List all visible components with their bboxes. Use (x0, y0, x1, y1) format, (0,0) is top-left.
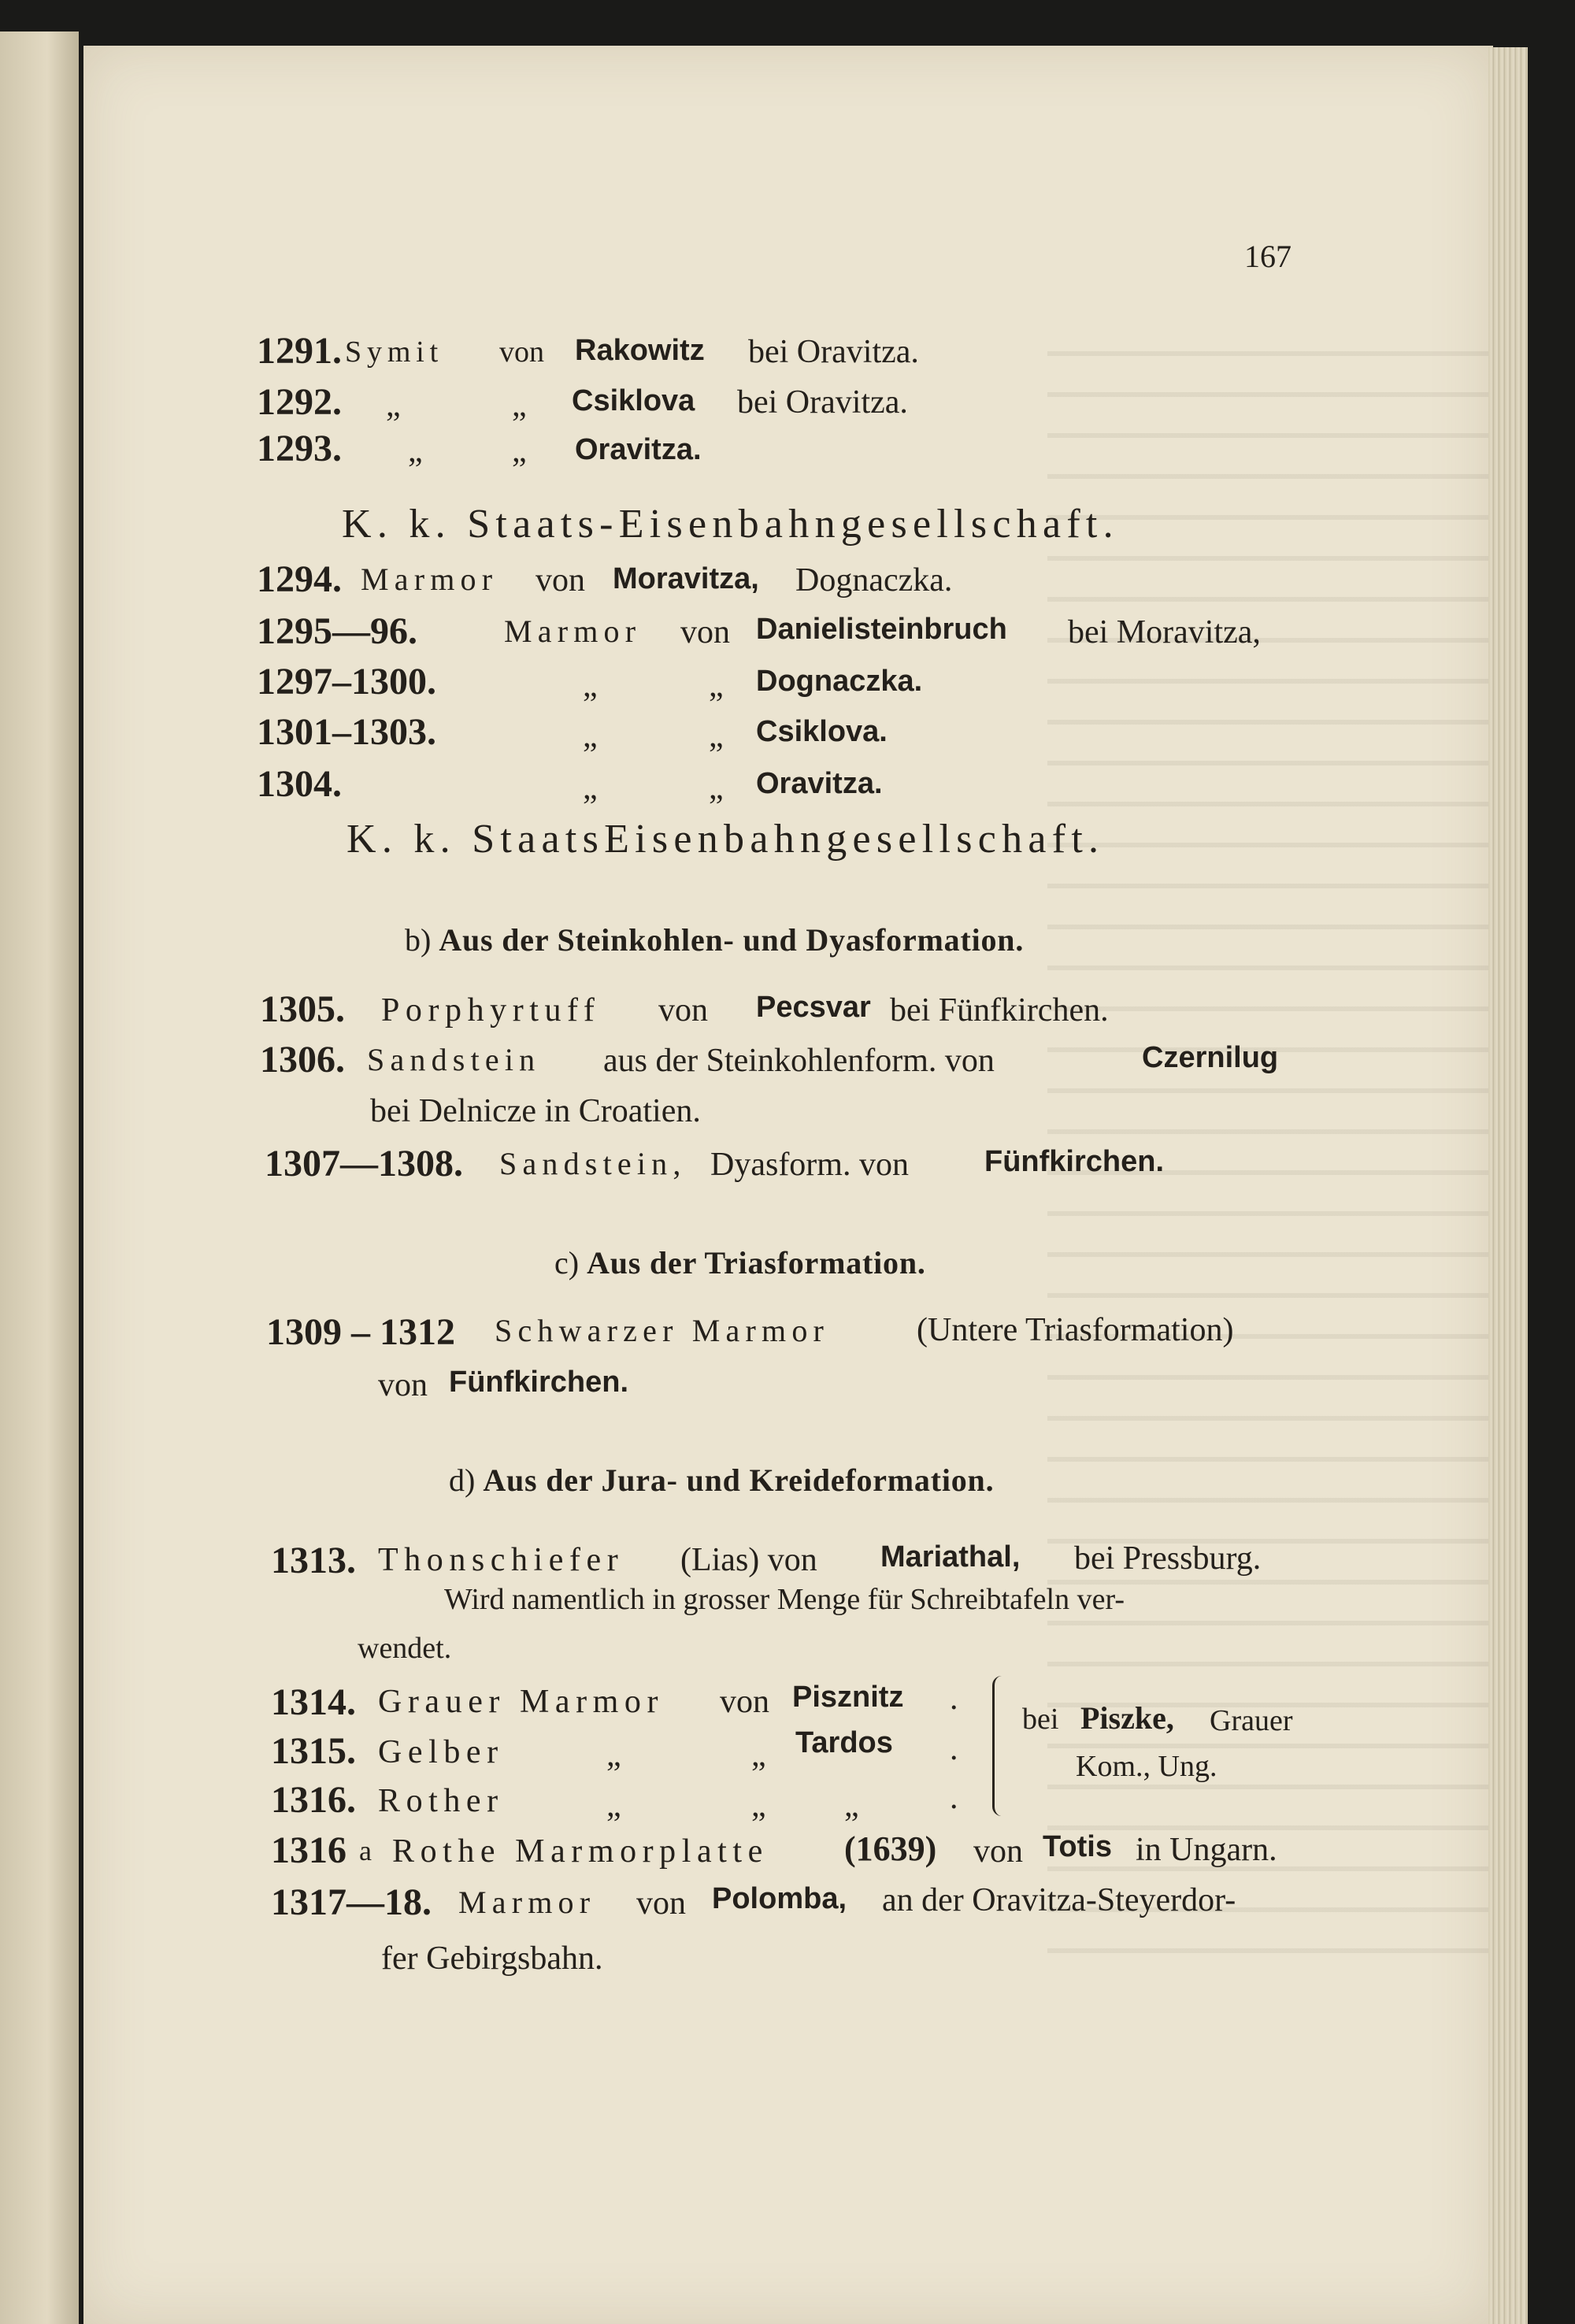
entry-number: 1293. (257, 428, 342, 469)
entry-text: von (536, 562, 585, 599)
location: Pecsvar (756, 991, 871, 1024)
page-number: 167 (1244, 239, 1292, 274)
entry-dot: . (950, 1681, 958, 1717)
entry-dot: . (950, 1731, 958, 1767)
location: Fünfkirchen. (449, 1366, 629, 1399)
page-stack-edge (1488, 47, 1528, 2324)
location: Czernilug (1142, 1041, 1279, 1074)
entry-number: 1294. (257, 558, 342, 600)
entry-name: Grauer Marmor (378, 1684, 664, 1720)
ditto-mark: „ (844, 1788, 859, 1824)
ditto-mark: „ (709, 718, 724, 754)
entry-number: 1305. (260, 988, 345, 1030)
brace-note-suffix: Grauer (1210, 1704, 1293, 1737)
ditto-mark: „ (386, 387, 401, 424)
brace-note-prefix: bei (1022, 1703, 1059, 1736)
entry-number: 1295—96. (257, 610, 417, 652)
location: Mariathal, (880, 1540, 1021, 1573)
entry-name: Marmor (504, 613, 642, 649)
location: Danielisteinbruch (756, 613, 1007, 646)
heading-staats-eisenbahn: K. k. Staats-Eisenbahngesellschaft. (342, 502, 1119, 547)
entry-number: 1314. (271, 1681, 356, 1723)
ditto-mark: „ (583, 668, 598, 704)
ditto-mark: „ (408, 433, 423, 469)
entry-rest: in Ungarn. (1136, 1832, 1277, 1868)
entry-text: von (658, 992, 708, 1029)
location: Csiklova (572, 384, 695, 417)
entry-suffix: a (359, 1835, 372, 1866)
location: Totis (1043, 1830, 1112, 1863)
ditto-mark: „ (512, 387, 527, 424)
section-title: Aus der Steinkohlen- und Dyasformation. (439, 922, 1025, 958)
entry-rest: bei Pressburg. (1074, 1540, 1262, 1577)
entry-name: Gelber (378, 1734, 504, 1770)
entry-continuation: fer Gebirgsbahn. (381, 1940, 603, 1977)
entry-text: von (720, 1684, 769, 1720)
entry-number: 1313. (271, 1540, 356, 1581)
ditto-mark: „ (709, 770, 724, 806)
brace-note-line2: Kom., Ung. (1076, 1750, 1217, 1783)
entry-name: Rothe Marmorplatte (392, 1833, 769, 1870)
entry-name: Rother (378, 1783, 504, 1819)
entry-rest: bei Oravitza. (748, 334, 919, 370)
ditto-mark: „ (512, 433, 527, 469)
location: Oravitza. (756, 767, 883, 800)
entry-name: Thonschiefer (378, 1542, 624, 1578)
entry-number: 1316. (271, 1779, 356, 1821)
entry-rest: (Untere Triasformation) (917, 1312, 1234, 1348)
entry-number: 1315. (271, 1730, 356, 1772)
section-letter: b) (405, 922, 432, 958)
entry-number: 1306. (260, 1039, 345, 1080)
entry-name: Marmor (361, 562, 498, 597)
entry-rest: bei Moravitza, (1068, 614, 1261, 650)
location: Pisznitz (792, 1681, 904, 1714)
grouping-brace (992, 1676, 1012, 1816)
ditto-mark: „ (751, 1737, 766, 1774)
entry-name: Schwarzer Marmor (495, 1313, 830, 1348)
entry-name: Porphyrtuff (381, 992, 601, 1029)
entry-name: Marmor (458, 1885, 596, 1920)
section-letter: d) (449, 1462, 476, 1498)
entry-continuation: bei Delnicze in Croatien. (370, 1093, 701, 1129)
location: Rakowitz (575, 334, 705, 367)
entry-text: von (499, 335, 544, 369)
entry-number: 1309 – 1312 (266, 1311, 455, 1353)
location: Tardos (795, 1726, 893, 1759)
entry-number: 1297–1300. (257, 661, 436, 702)
entry-number: 1307—1308. (265, 1143, 463, 1184)
entry-text: von (636, 1885, 686, 1922)
ditto-mark: „ (709, 668, 724, 704)
entry-dot: . (950, 1780, 958, 1816)
entry-reference: (1639) (844, 1829, 937, 1868)
location: Piszke, (1080, 1700, 1174, 1736)
section-heading-c (554, 1247, 926, 1279)
ditto-mark: „ (583, 718, 598, 754)
entry-number: 1291. (257, 330, 342, 372)
section-heading-b (405, 922, 1025, 958)
entry-text: Dyasform. von (710, 1147, 909, 1183)
section-title: Aus der Jura- und Kreideformation. (483, 1462, 995, 1498)
entry-number: 1317—18. (271, 1881, 432, 1923)
ditto-mark: „ (606, 1737, 621, 1774)
entry-name: Sandstein (367, 1042, 541, 1077)
section-letter: c) (554, 1245, 580, 1281)
entry-note: wendet. (358, 1632, 452, 1665)
ditto-mark: „ (606, 1788, 621, 1824)
entry-rest: Dognaczka. (795, 562, 953, 599)
location: Fünfkirchen. (984, 1145, 1165, 1178)
entry-number: 1292. (257, 381, 342, 423)
entry-note: Wird namentlich in grosser Menge für Schreibtafeln ver- (444, 1583, 1125, 1616)
left-page-edge (0, 32, 79, 2324)
entry-rest: an der Oravitza-Steyerdor- (882, 1882, 1236, 1918)
entry-name: Sandstein, (499, 1146, 687, 1181)
entry-name: Symit (345, 335, 444, 369)
entry-number: 1316 (271, 1829, 346, 1871)
entry-number: 1304. (257, 763, 342, 805)
entry-text: von (973, 1833, 1023, 1870)
entry-rest: bei Oravitza. (737, 384, 908, 421)
ditto-mark: „ (583, 770, 598, 806)
entry-text: aus der Steinkohlenform. von (603, 1043, 995, 1079)
entry-text: (Lias) von (680, 1542, 817, 1578)
entry-number: 1301–1303. (257, 711, 436, 753)
entry-rest: bei Fünfkirchen. (890, 992, 1109, 1029)
location: Moravitza, (613, 562, 759, 595)
location: Oravitza. (575, 433, 702, 466)
section-title: Aus der Triasformation. (587, 1245, 926, 1281)
location: Polomba, (712, 1882, 847, 1915)
entry-text: von (378, 1367, 428, 1403)
heading-staatseisenbahn: K. k. StaatsEisenbahngesellschaft. (346, 817, 1105, 862)
entry-text: von (680, 614, 730, 650)
ditto-mark: „ (751, 1788, 766, 1824)
location: Dognaczka. (756, 665, 923, 698)
section-heading-d (449, 1462, 995, 1498)
location: Csiklova. (756, 715, 888, 748)
